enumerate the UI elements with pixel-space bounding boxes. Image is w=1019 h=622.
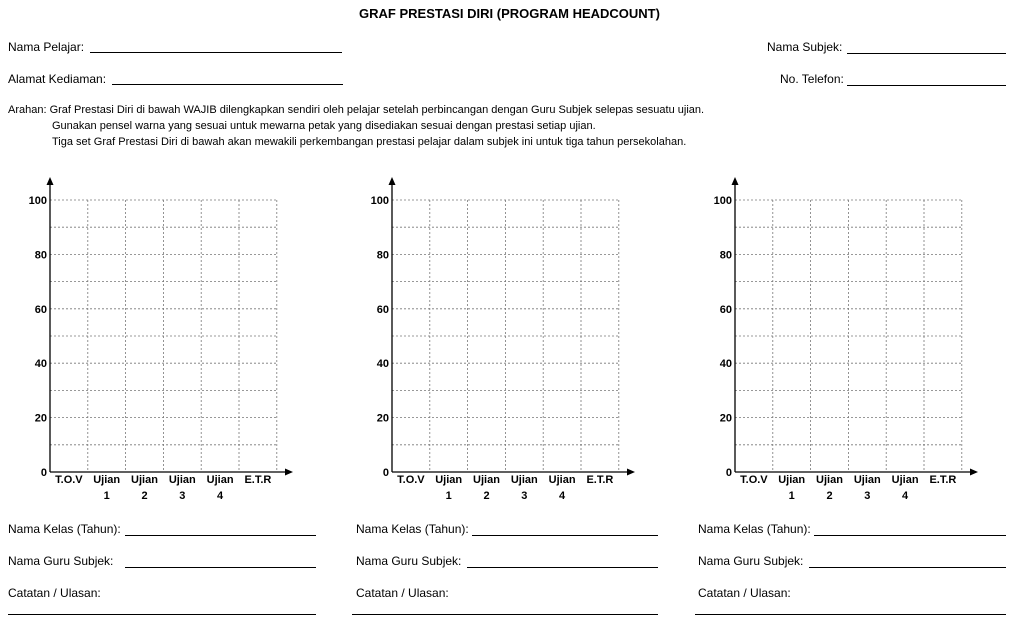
catatan-label-1: Catatan / Ulasan:: [8, 586, 101, 600]
x-axis-arrow-icon: [285, 469, 293, 476]
chart-svg: [10, 175, 310, 515]
y-tick-label: 20: [719, 412, 732, 425]
nama-kelas-label-2: Nama Kelas (Tahun):: [356, 522, 469, 536]
category-label: 2: [483, 490, 490, 502]
nama-subjek-label: Nama Subjek:: [767, 40, 843, 54]
category-label: 1: [103, 490, 110, 502]
y-tick-label: 100: [28, 195, 47, 207]
nama-kelas-label-3: Nama Kelas (Tahun):: [698, 522, 811, 536]
category-label: 2: [141, 490, 148, 502]
alamat-field[interactable]: [112, 84, 343, 85]
nama-guru-field-3[interactable]: [809, 567, 1006, 568]
category-label: T.O.V: [55, 474, 83, 486]
y-tick-label: 100: [713, 195, 732, 207]
y-tick-label: 60: [34, 303, 47, 316]
nama-guru-field-1[interactable]: [125, 567, 316, 568]
category-label: 4: [902, 490, 909, 502]
telefon-field[interactable]: [847, 85, 1006, 86]
y-tick-label: 0: [40, 467, 47, 479]
category-label: Ujian: [816, 474, 843, 486]
performance-chart-3: [695, 175, 995, 515]
arahan-line-3: Tiga set Graf Prestasi Diri di bawah akan mewakili perkembangan prestasi pelajar dalam subjek ini untuk tiga tahun persekolahan.: [52, 136, 687, 148]
category-label: Ujian: [131, 474, 158, 486]
arahan-line-1: Arahan: Graf Prestasi Diri di bawah WAJIB dilengkapkan sendiri oleh pelajar setelah perbincangan dengan Guru Subjek selepas sesuatu ujian.: [8, 104, 705, 116]
category-label: E.T.R: [586, 474, 614, 486]
performance-chart-1: [10, 175, 310, 515]
category-label: Ujian: [891, 474, 919, 486]
nama-kelas-label-1: Nama Kelas (Tahun):: [8, 522, 121, 536]
nama-subjek-field[interactable]: [847, 53, 1006, 54]
category-label: Ujian: [435, 474, 463, 486]
category-label: Ujian: [778, 474, 806, 486]
nama-guru-label-1: Nama Guru Subjek:: [8, 554, 114, 568]
category-label: Ujian: [473, 474, 500, 486]
x-axis-arrow-icon: [970, 469, 978, 476]
performance-chart-2: [352, 175, 652, 515]
catatan-label-3: Catatan / Ulasan:: [698, 586, 791, 600]
catatan-field-2[interactable]: [352, 614, 658, 615]
y-tick-label: 0: [382, 467, 389, 479]
y-axis-arrow-icon: [47, 177, 54, 185]
y-tick-label: 60: [719, 303, 732, 316]
category-label: T.O.V: [740, 474, 768, 486]
y-axis-arrow-icon: [389, 177, 396, 185]
y-axis-arrow-icon: [732, 177, 739, 185]
category-label: 1: [445, 490, 452, 502]
category-label: Ujian: [206, 474, 234, 486]
category-label: 4: [559, 490, 566, 502]
y-tick-label: 20: [376, 412, 389, 425]
category-label: 3: [864, 490, 871, 502]
category-label: Ujian: [168, 474, 196, 486]
nama-guru-field-2[interactable]: [467, 567, 658, 568]
y-tick-label: 40: [719, 358, 732, 371]
y-tick-label: 80: [34, 249, 47, 262]
y-tick-label: 60: [376, 303, 389, 316]
nama-kelas-field-3[interactable]: [814, 535, 1006, 536]
nama-guru-label-3: Nama Guru Subjek:: [698, 554, 804, 568]
alamat-label: Alamat Kediaman:: [8, 72, 107, 86]
catatan-field-3[interactable]: [695, 614, 1006, 615]
category-label: Ujian: [548, 474, 576, 486]
category-label: E.T.R: [929, 474, 957, 486]
chart-svg: [352, 175, 652, 515]
arahan-line-2: Gunakan pensel warna yang sesuai untuk mewarna petak yang disediakan sesuai dengan prestasi setiap ujian.: [52, 120, 596, 132]
telefon-label: No. Telefon:: [780, 72, 844, 86]
y-tick-label: 80: [376, 249, 389, 262]
nama-pelajar-field[interactable]: [90, 52, 342, 53]
y-tick-label: 20: [34, 412, 47, 425]
x-axis-arrow-icon: [627, 469, 635, 476]
nama-guru-label-2: Nama Guru Subjek:: [356, 554, 462, 568]
category-label: Ujian: [93, 474, 121, 486]
y-tick-label: 40: [376, 358, 389, 371]
category-label: 4: [217, 490, 224, 502]
category-label: E.T.R: [244, 474, 272, 486]
category-label: 3: [521, 490, 528, 502]
catatan-label-2: Catatan / Ulasan:: [356, 586, 449, 600]
page-title: GRAF PRESTASI DIRI (PROGRAM HEADCOUNT): [359, 6, 660, 21]
nama-kelas-field-2[interactable]: [472, 535, 658, 536]
category-label: 2: [826, 490, 833, 502]
category-label: Ujian: [853, 474, 881, 486]
chart-svg: [695, 175, 995, 515]
category-label: 1: [788, 490, 795, 502]
catatan-field-1[interactable]: [8, 614, 316, 615]
nama-kelas-field-1[interactable]: [125, 535, 316, 536]
nama-pelajar-label: Nama Pelajar:: [8, 40, 85, 54]
category-label: 3: [179, 490, 186, 502]
y-tick-label: 80: [719, 249, 732, 262]
y-tick-label: 100: [370, 195, 389, 207]
y-tick-label: 40: [34, 358, 47, 371]
y-tick-label: 0: [725, 467, 732, 479]
category-label: Ujian: [510, 474, 538, 486]
category-label: T.O.V: [397, 474, 425, 486]
